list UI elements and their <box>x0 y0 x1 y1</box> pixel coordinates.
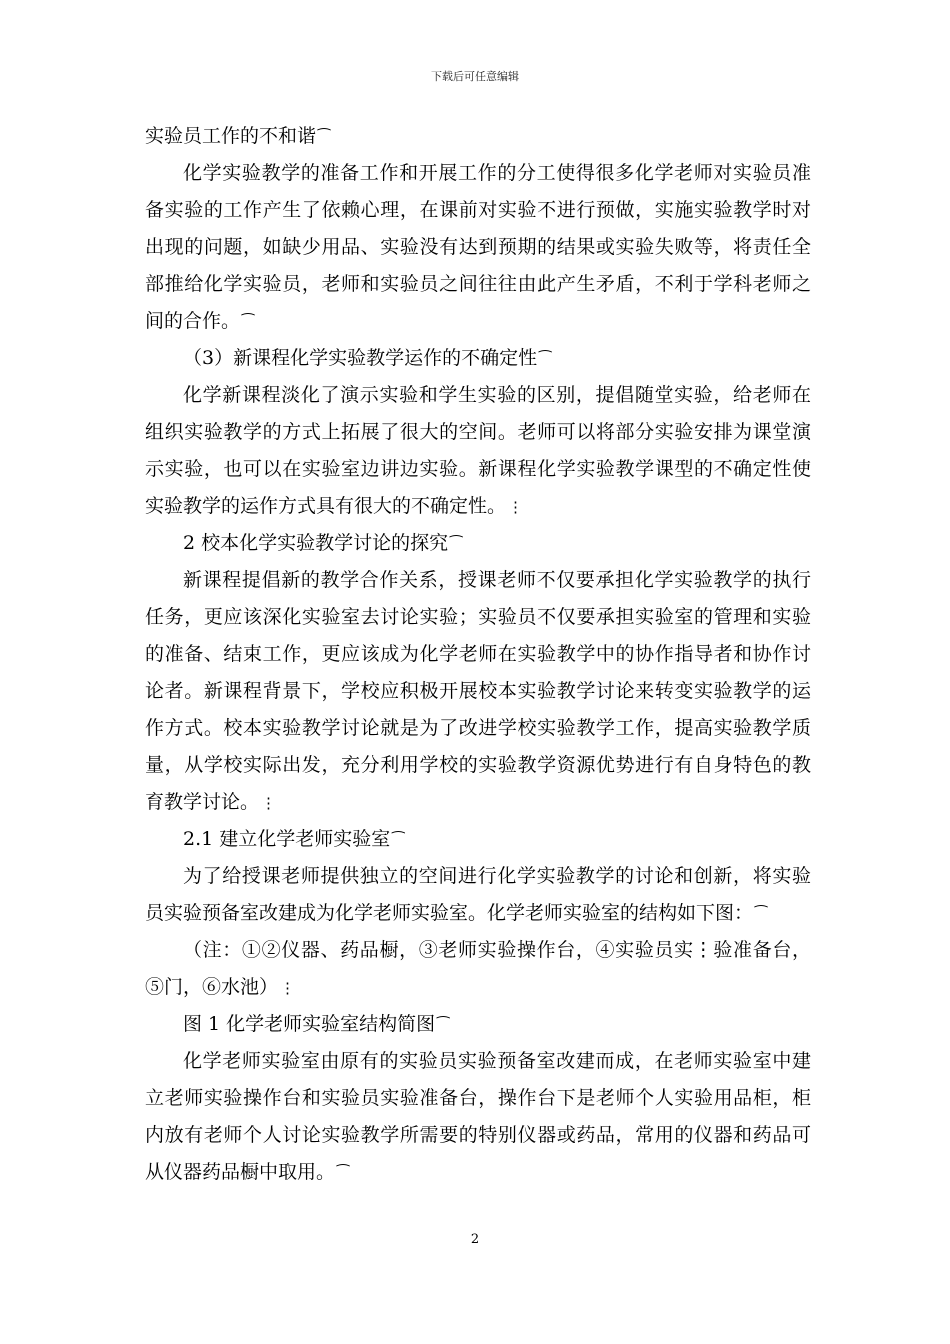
text-line <box>145 562 811 599</box>
paragraph-mark-icon: ⁀ <box>755 905 768 923</box>
text-line <box>145 451 811 488</box>
text-line-content: 部推给化学实验员，老师和实验员之间往往由此产生矛盾，不利于学科老师之 <box>145 273 811 295</box>
text-line <box>145 488 811 525</box>
text-line <box>145 1006 811 1043</box>
text-line <box>145 599 811 636</box>
text-line <box>145 229 811 266</box>
text-line <box>145 377 811 414</box>
text-line-content: 组织实验教学的方式上拓展了很大的空间。老师可以将部分实验安排为课堂演 <box>145 421 811 443</box>
paragraph-mark-icon: ⁀ <box>437 1016 450 1034</box>
text-line <box>145 155 811 192</box>
paragraph-mark-icon: ⁀ <box>539 350 552 368</box>
text-line <box>145 710 811 747</box>
text-line-content: 从仪器药品橱中取用。 <box>145 1161 336 1183</box>
text-line <box>145 340 811 377</box>
text-line-content: 实验员工作的不和谐 <box>145 125 317 147</box>
text-line <box>145 858 811 895</box>
text-line-content: ⑤门，⑥水池） <box>145 976 279 998</box>
text-line <box>145 969 811 1006</box>
paragraph-mark-icon: ⋮ <box>508 498 524 516</box>
text-line <box>145 414 811 451</box>
page-number: 2 <box>470 1232 480 1247</box>
text-line-content: 备实验的工作产生了依赖心理，在课前对实验不进行预做，实施实验教学时对 <box>145 199 811 221</box>
text-line <box>145 192 811 229</box>
text-line-content: 新课程提倡新的教学合作关系，授课老师不仅要承担化学实验教学的执行 <box>183 569 811 591</box>
paragraph-mark-icon: ⁀ <box>450 535 463 553</box>
text-line-content: 化学实验教学的准备工作和开展工作的分工使得很多化学老师对实验员准 <box>183 162 811 184</box>
text-line-content: 出现的问题，如缺少用品、实验没有达到预期的结果或实验失败等，将责任全 <box>145 236 811 258</box>
text-line <box>145 1154 811 1191</box>
text-line <box>145 525 811 562</box>
text-line-content: 2 校本化学实验教学讨论的探究 <box>183 532 449 554</box>
text-line-content: 任务，更应该深化实验室去讨论实验；实验员不仅要承担实验室的管理和实验 <box>145 606 811 628</box>
text-line <box>145 118 811 155</box>
text-line-content: （注：①②仪器、药品橱，③老师实验操作台，④实验员实⋮验准备台， <box>183 939 811 961</box>
text-line <box>145 895 811 932</box>
text-line <box>145 784 811 821</box>
text-line-content: 实验教学的运作方式具有很大的不确定性。 <box>145 495 507 517</box>
text-line <box>145 1080 811 1117</box>
text-line <box>145 1117 811 1154</box>
text-line-content: 员实验预备室改建成为化学老师实验室。化学老师实验室的结构如下图： <box>145 902 754 924</box>
paragraph-mark-icon: ⁀ <box>242 313 255 331</box>
text-line-content: 育教学讨论。 <box>145 791 260 813</box>
text-line-content: 立老师实验操作台和实验员实验准备台，操作台下是老师个人实验用品柜，柜 <box>145 1087 811 1109</box>
text-line <box>145 303 811 340</box>
page-header: 下载后可任意编辑 <box>431 70 519 83</box>
paragraph-mark-icon: ⋮ <box>280 979 296 997</box>
text-line-content: 论者。新课程背景下，学校应积极开展校本实验教学讨论来转变实验教学的运 <box>145 680 811 702</box>
text-line <box>145 636 811 673</box>
paragraph-mark-icon: ⁀ <box>318 128 331 146</box>
text-line <box>145 266 811 303</box>
text-line-content: 2.1 建立化学老师实验室 <box>183 828 391 850</box>
paragraph-mark-icon: ⁀ <box>392 831 405 849</box>
text-line-content: 间的合作。 <box>145 310 241 332</box>
text-line-content: 的准备、结束工作，更应该成为化学老师在实验教学中的协作指导者和协作讨 <box>145 643 811 665</box>
text-line-content: 作方式。校本实验教学讨论就是为了改进学校实验教学工作，提高实验教学质 <box>145 717 811 739</box>
paragraph-mark-icon: ⋮ <box>261 794 277 812</box>
document-body <box>145 118 811 1191</box>
text-line <box>145 821 811 858</box>
text-line <box>145 747 811 784</box>
text-line-content: 示实验，也可以在实验室边讲边实验。新课程化学实验教学课型的不确定性使 <box>145 458 811 480</box>
text-line-content: 量，从学校实际出发，充分利用学校的实验教学资源优势进行有自身特色的教 <box>145 754 811 776</box>
paragraph-mark-icon: ⁀ <box>337 1164 350 1182</box>
text-line-content: （3）新课程化学实验教学运作的不确定性 <box>183 347 538 369</box>
text-line-content: 为了给授课老师提供独立的空间进行化学实验教学的讨论和创新，将实验 <box>183 865 811 887</box>
text-line-content: 化学老师实验室由原有的实验员实验预备室改建而成，在老师实验室中建 <box>183 1050 811 1072</box>
text-line <box>145 932 811 969</box>
text-line-content: 内放有老师个人讨论实验教学所需要的特别仪器或药品，常用的仪器和药品可 <box>145 1124 811 1146</box>
text-line-content: 图 1 化学老师实验室结构简图 <box>183 1013 436 1035</box>
text-line <box>145 1043 811 1080</box>
text-line-content: 化学新课程淡化了演示实验和学生实验的区别，提倡随堂实验，给老师在 <box>183 384 811 406</box>
text-line <box>145 673 811 710</box>
